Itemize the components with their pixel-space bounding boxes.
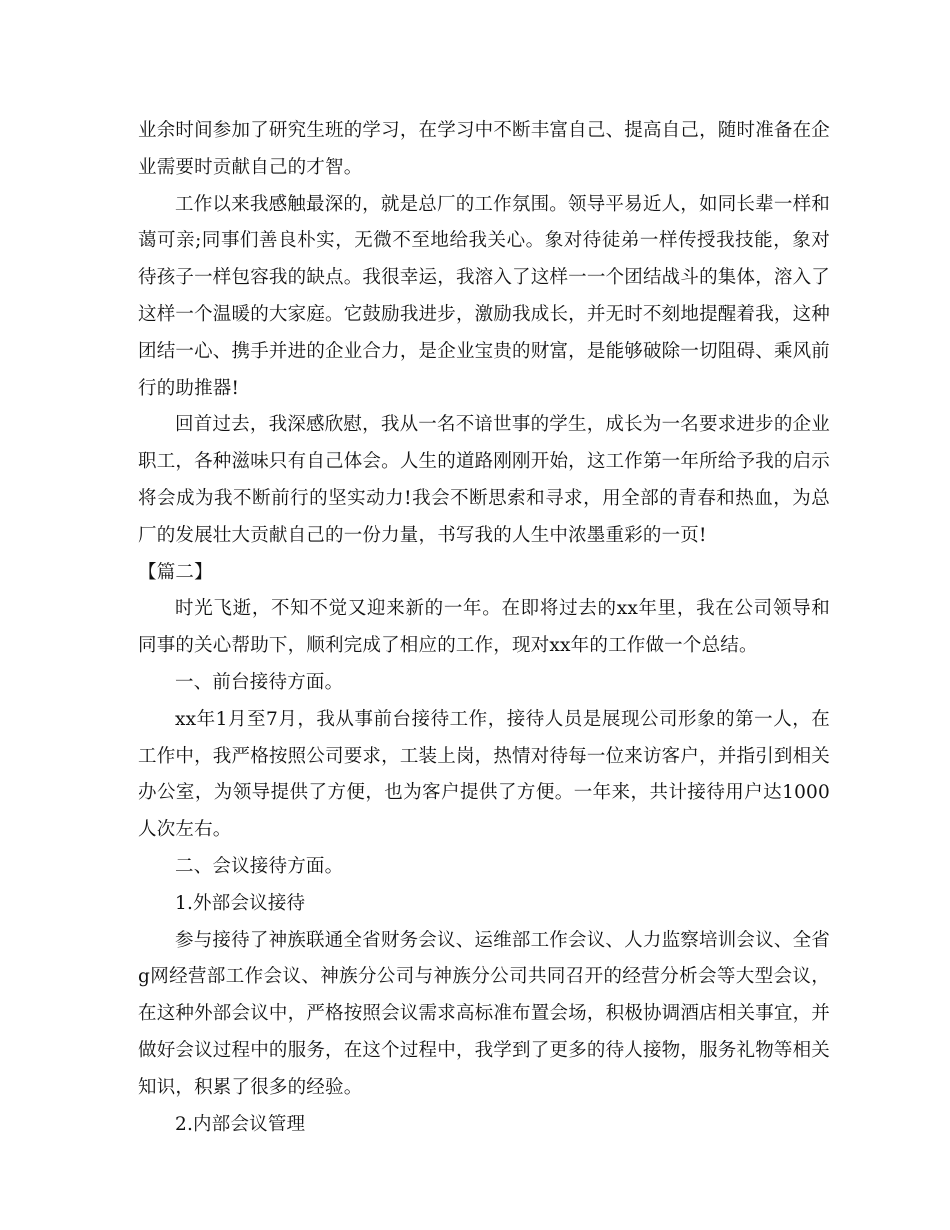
paragraph: xx年1月至7月，我从事前台接待工作，接待人员是展现公司形象的第一人，在工作中，我严格按照公司要求，工装上岗，热情对待每一位来访客户，并指引到相关办公室，为领导提供了方便，也为客户提供了方便。一年来，共计接待用户达1000人次左右。	[138, 708, 830, 841]
paragraph: 回首过去，我深感欣慰，我从一名不谙世事的学生，成长为一名要求进步的企业职工，各种滋味只有自己体会。人生的道路刚刚开始，这工作第一年所给予我的启示将会成为我不断前行的坚实动力!我会不断思索和寻求，用全部的青春和热血，为总厂的发展壮大贡献自己的一份力量，书写我的人生中浓墨重彩的一页!	[138, 414, 830, 546]
paragraph: 工作以来我感触最深的，就是总厂的工作氛围。领导平易近人，如同长辈一样和蔼可亲;同事们善良朴实，无微不至地给我关心。象对待徒弟一样传授我技能，象对待孩子一样包容我的缺点。我很幸运，我溶入了这样一一个团结战斗的集体，溶入了这样一个温暖的大家庭。它鼓励我进步，激励我成长，并无时不刻地提醒着我，这种团结一心、携手并进的企业合力，是企业宝贵的财富，是能够破除一切阻碍、乘风前行的助推器!	[138, 193, 830, 399]
paragraph: 参与接待了神族联通全省财务会议、运维部工作会议、人力监察培训会议、全省g网经营部工作会议、神族分公司与神族分公司共同召开的经营分析会等大型会议，在这种外部会议中，严格按照会议需求高标准布置会场，积极协调酒店相关事宜，并做好会议过程中的服务，在这个过程中，我学到了更多的待人接物，服务礼物等相关知识，积累了很多的经验。	[138, 929, 830, 1098]
paragraph: 时光飞逝，不知不觉又迎来新的一年。在即将过去的xx年里，我在公司领导和同事的关心帮助下，顺利完成了相应的工作，现对xx年的工作做一个总结。	[138, 598, 830, 657]
paragraph: 业余时间参加了研究生班的学习，在学习中不断丰富自己、提高自己，随时准备在企业需要时贡献自己的才智。	[138, 120, 830, 178]
subsection-heading: 一、前台接待方面。	[175, 671, 344, 693]
document-body	[138, 113, 830, 1143]
subsection-heading: 1.外部会议接待	[175, 892, 306, 914]
subsection-heading: 2.内部会议管理	[175, 1113, 306, 1135]
subsection-heading: 二、会议接待方面。	[175, 855, 344, 877]
section-heading: 【篇二】	[138, 561, 213, 583]
